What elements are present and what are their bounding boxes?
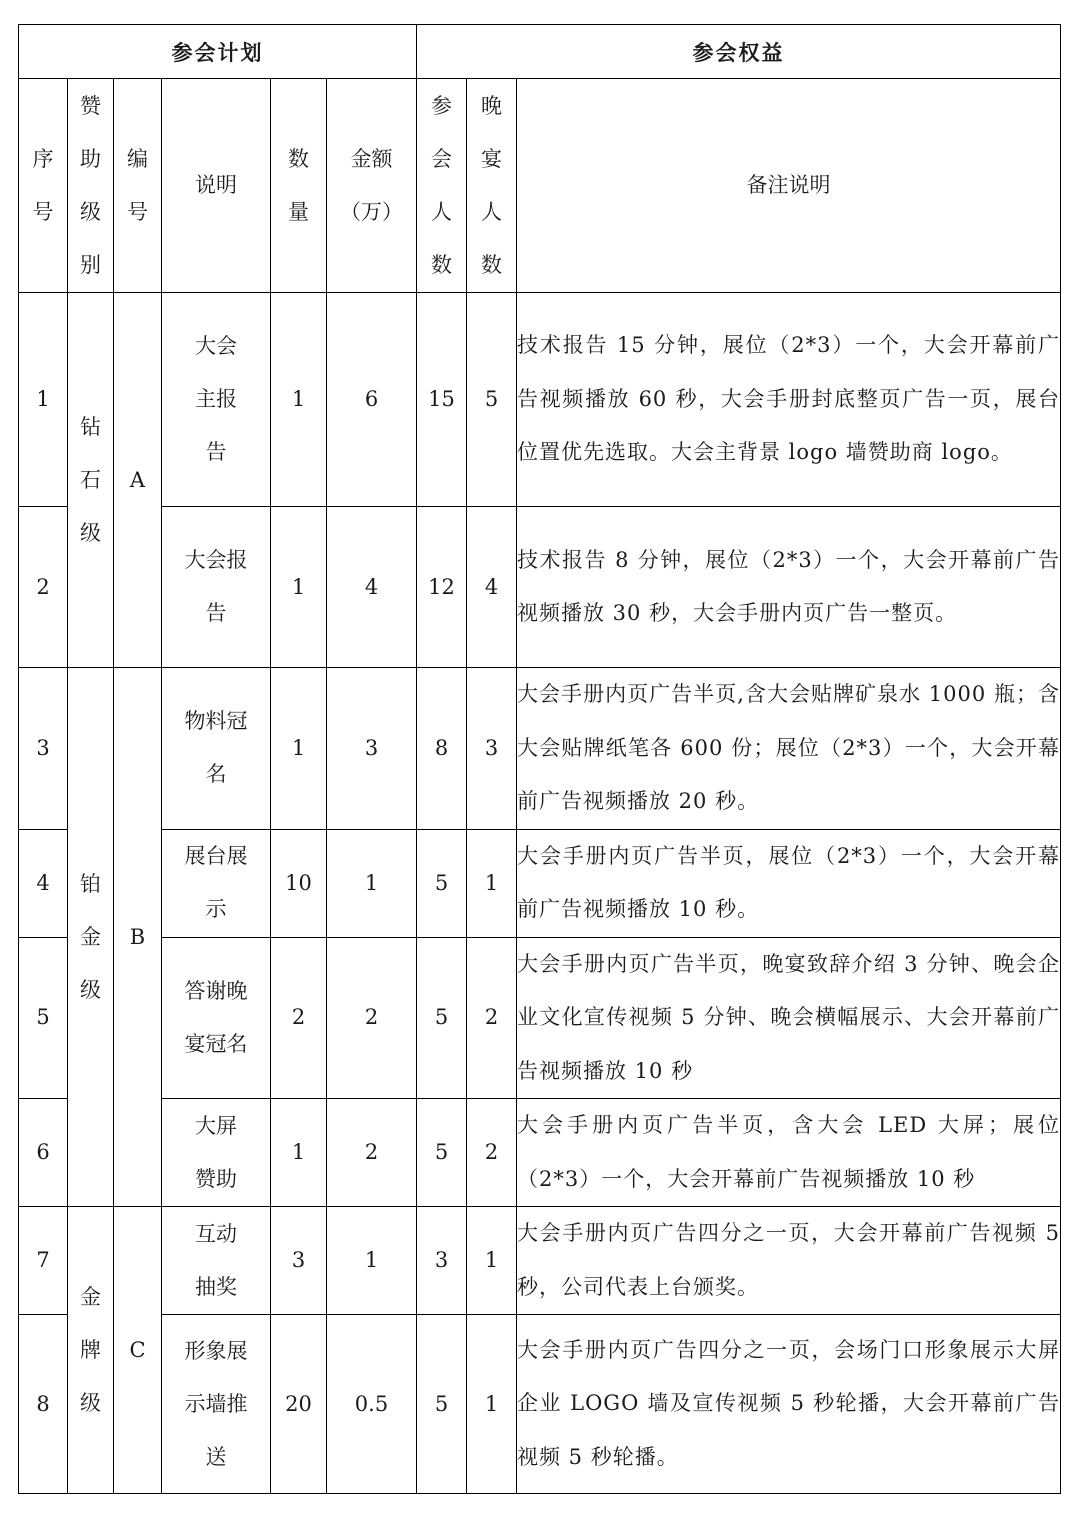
row-banquet: 1 xyxy=(467,1207,517,1315)
code-cell-b: B xyxy=(114,668,162,1207)
row-amount: 1 xyxy=(327,1207,417,1315)
row-no: 8 xyxy=(19,1315,68,1494)
row-banquet: 4 xyxy=(467,507,517,668)
col-qty-header: 数量 xyxy=(271,79,327,293)
col-code-header: 编号 xyxy=(114,79,162,293)
row-remark: 技术报告 8 分钟，展位（2*3）一个，大会开幕前广告视频播放 30 秒，大会手册内页广告一整页。 xyxy=(517,507,1061,668)
row-banquet: 2 xyxy=(467,1099,517,1207)
col-remarks-header: 备注说明 xyxy=(517,79,1061,293)
row-remark: 大会手册内页广告四分之一页，会场门口形象展示大屏企业 LOGO 墙及宣传视频 5 秒轮播，大会开幕前广告视频 5 秒轮播。 xyxy=(517,1315,1061,1494)
row-desc: 答谢晚宴冠名 xyxy=(162,937,271,1099)
row-remark: 大会手册内页广告半页,含大会贴牌矿泉水 1000 瓶；含大会贴牌纸笔各 600 份；展位（2*3）一个，大会开幕前广告视频播放 20 秒。 xyxy=(517,668,1061,830)
row-remark: 技术报告 15 分钟，展位（2*3）一个，大会开幕前广告视频播放 60 秒，大会手册封底整页广告一页，展台位置优先选取。大会主背景 logo 墙赞助商 logo。 xyxy=(517,293,1061,507)
table-row xyxy=(19,1099,1061,1207)
row-amount: 6 xyxy=(327,293,417,507)
row-desc: 互动抽奖 xyxy=(162,1207,271,1315)
row-remark: 大会手册内页广告半页，含大会 LED 大屏；展位（2*3）一个，大会开幕前广告视频播放 10 秒 xyxy=(517,1099,1061,1207)
row-attendees: 5 xyxy=(417,1315,467,1494)
col-no-header: 序号 xyxy=(19,79,68,293)
row-qty: 1 xyxy=(271,1099,327,1207)
row-no: 6 xyxy=(19,1099,68,1207)
row-banquet: 1 xyxy=(467,1315,517,1494)
row-amount: 2 xyxy=(327,937,417,1099)
sponsorship-table xyxy=(18,24,1061,1494)
row-no: 4 xyxy=(19,829,68,937)
table-row xyxy=(19,1315,1061,1494)
table-row xyxy=(19,293,1061,507)
column-header-row xyxy=(19,79,1061,293)
row-no: 7 xyxy=(19,1207,68,1315)
row-qty: 3 xyxy=(271,1207,327,1315)
row-attendees: 8 xyxy=(417,668,467,830)
row-qty: 2 xyxy=(271,937,327,1099)
row-banquet: 1 xyxy=(467,829,517,937)
row-attendees: 15 xyxy=(417,293,467,507)
col-banquet-header: 晚宴人数 xyxy=(467,79,517,293)
col-amount-header-line1: 金额 xyxy=(350,146,393,171)
row-no: 5 xyxy=(19,937,68,1099)
col-attendees-header: 参会人数 xyxy=(417,79,467,293)
row-remark: 大会手册内页广告半页，展位（2*3）一个，大会开幕前广告视频播放 10 秒。 xyxy=(517,829,1061,937)
code-cell-a: A xyxy=(114,293,162,668)
row-banquet: 2 xyxy=(467,937,517,1099)
code-cell-c: C xyxy=(114,1207,162,1494)
level-cell-gold: 金牌级 xyxy=(68,1207,114,1494)
row-attendees: 5 xyxy=(417,829,467,937)
row-desc: 物料冠名 xyxy=(162,668,271,830)
level-cell-platinum: 铂金级 xyxy=(68,668,114,1207)
row-remark: 大会手册内页广告半页，晚宴致辞介绍 3 分钟、晚会企业文化宣传视频 5 分钟、晚会横幅展示、大会开幕前广告视频播放 10 秒 xyxy=(517,937,1061,1099)
row-qty: 1 xyxy=(271,293,327,507)
row-remark: 大会手册内页广告四分之一页，大会开幕前广告视频 5 秒，公司代表上台颁奖。 xyxy=(517,1207,1061,1315)
row-desc: 大会主报告 xyxy=(162,293,271,507)
table-row xyxy=(19,829,1061,937)
row-attendees: 3 xyxy=(417,1207,467,1315)
row-attendees: 5 xyxy=(417,937,467,1099)
row-no: 1 xyxy=(19,293,68,507)
table-row xyxy=(19,507,1061,668)
row-banquet: 5 xyxy=(467,293,517,507)
row-amount: 2 xyxy=(327,1099,417,1207)
col-level-header: 赞助级别 xyxy=(68,79,114,293)
row-attendees: 12 xyxy=(417,507,467,668)
row-qty: 20 xyxy=(271,1315,327,1494)
row-amount: 0.5 xyxy=(327,1315,417,1494)
table-row xyxy=(19,937,1061,1099)
benefits-header: 参会权益 xyxy=(417,25,1061,79)
table-row xyxy=(19,1207,1061,1315)
row-banquet: 3 xyxy=(467,668,517,830)
col-desc-header: 说明 xyxy=(162,79,271,293)
row-desc: 大会报告 xyxy=(162,507,271,668)
plan-header: 参会计划 xyxy=(19,25,417,79)
row-amount: 3 xyxy=(327,668,417,830)
row-qty: 10 xyxy=(271,829,327,937)
group-header-row xyxy=(19,25,1061,79)
row-amount: 4 xyxy=(327,507,417,668)
row-amount: 1 xyxy=(327,829,417,937)
row-no: 2 xyxy=(19,507,68,668)
row-qty: 1 xyxy=(271,668,327,830)
col-amount-header-line2: （万） xyxy=(340,199,403,224)
row-no: 3 xyxy=(19,668,68,830)
level-cell-diamond: 钻石级 xyxy=(68,293,114,668)
table-row xyxy=(19,668,1061,830)
col-amount-header xyxy=(327,79,417,293)
row-attendees: 5 xyxy=(417,1099,467,1207)
row-qty: 1 xyxy=(271,507,327,668)
row-desc: 大屏赞助 xyxy=(162,1099,271,1207)
row-desc: 形象展示墙推送 xyxy=(162,1315,271,1494)
row-desc: 展台展示 xyxy=(162,829,271,937)
